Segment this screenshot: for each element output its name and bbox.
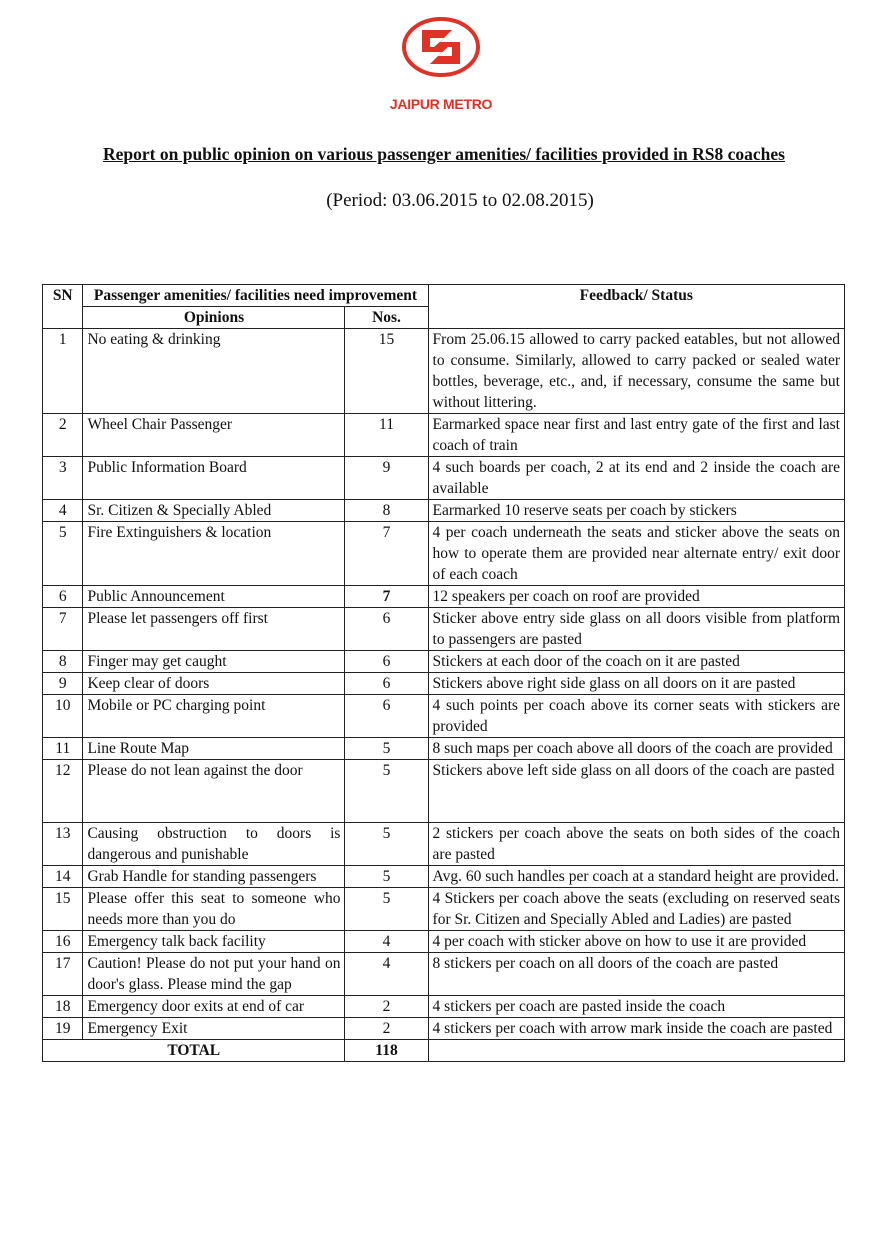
feedback-cell: 4 per coach underneath the seats and sticker above the seats on how to operate them are provided near alternate entry/ exit door of each coach bbox=[428, 522, 844, 586]
nos-cell: 7 bbox=[345, 522, 428, 586]
nos-cell: 8 bbox=[345, 500, 428, 522]
sn-cell: 18 bbox=[43, 996, 83, 1018]
opinion-cell: Line Route Map bbox=[83, 738, 345, 760]
opinion-cell: Mobile or PC charging point bbox=[83, 695, 345, 738]
feedback-cell: Earmarked space near first and last entry gate of the first and last coach of train bbox=[428, 414, 844, 457]
report-title: Report on public opinion on various passenger amenities/ facilities provided in RS8 coaches bbox=[103, 144, 785, 164]
feedback-cell: From 25.06.15 allowed to carry packed eatables, but not allowed to consume. Similarly, allowed to carry packed or sealed water bottles, beverage, etc., and, if necessary, consume the same but without littering. bbox=[428, 329, 844, 414]
amenities-table bbox=[42, 284, 845, 1062]
logo-text: JAIPUR METRO bbox=[389, 96, 493, 112]
table-row bbox=[43, 457, 845, 500]
sn-cell: 13 bbox=[43, 823, 83, 866]
sn-cell: 12 bbox=[43, 760, 83, 823]
sn-cell: 7 bbox=[43, 608, 83, 651]
opinion-cell: Wheel Chair Passenger bbox=[83, 414, 345, 457]
opinion-cell: Please offer this seat to someone who needs more than you do bbox=[83, 888, 345, 931]
nos-cell: 11 bbox=[345, 414, 428, 457]
table-row bbox=[43, 823, 845, 866]
header-sn: SN bbox=[43, 285, 83, 329]
total-feedback-empty bbox=[428, 1040, 844, 1062]
nos-cell: 6 bbox=[345, 695, 428, 738]
nos-cell: 4 bbox=[345, 931, 428, 953]
sn-cell: 19 bbox=[43, 1018, 83, 1040]
table-row bbox=[43, 866, 845, 888]
nos-cell: 2 bbox=[345, 996, 428, 1018]
feedback-cell: 4 stickers per coach are pasted inside the coach bbox=[428, 996, 844, 1018]
opinion-cell: Emergency door exits at end of car bbox=[83, 996, 345, 1018]
feedback-cell: 4 Stickers per coach above the seats (excluding on reserved seats for Sr. Citizen and Specially Abled and Ladies) are pasted bbox=[428, 888, 844, 931]
header-opinions: Opinions bbox=[83, 307, 345, 329]
feedback-cell: Stickers at each door of the coach on it are pasted bbox=[428, 651, 844, 673]
report-period: (Period: 03.06.2015 to 02.08.2015) bbox=[326, 190, 594, 211]
table-row bbox=[43, 586, 845, 608]
feedback-cell: Avg. 60 such handles per coach at a standard height are provided. bbox=[428, 866, 844, 888]
opinion-cell: Sr. Citizen & Specially Abled bbox=[83, 500, 345, 522]
table-row bbox=[43, 695, 845, 738]
sn-cell: 8 bbox=[43, 651, 83, 673]
nos-cell: 5 bbox=[345, 823, 428, 866]
sn-cell: 14 bbox=[43, 866, 83, 888]
nos-cell: 5 bbox=[345, 738, 428, 760]
feedback-cell: 8 stickers per coach on all doors of the coach are pasted bbox=[428, 953, 844, 996]
table-row bbox=[43, 888, 845, 931]
opinion-cell: Please do not lean against the door bbox=[83, 760, 345, 823]
table-row bbox=[43, 414, 845, 457]
opinion-cell: Please let passengers off first bbox=[83, 608, 345, 651]
table-row bbox=[43, 996, 845, 1018]
feedback-cell: Sticker above entry side glass on all doors visible from platform to passengers are pasted bbox=[428, 608, 844, 651]
opinion-cell: Keep clear of doors bbox=[83, 673, 345, 695]
feedback-cell: 8 such maps per coach above all doors of the coach are provided bbox=[428, 738, 844, 760]
sn-cell: 4 bbox=[43, 500, 83, 522]
nos-cell: 5 bbox=[345, 888, 428, 931]
opinion-cell: Fire Extinguishers & location bbox=[83, 522, 345, 586]
feedback-cell: 12 speakers per coach on roof are provided bbox=[428, 586, 844, 608]
table-row bbox=[43, 329, 845, 414]
header-nos: Nos. bbox=[345, 307, 428, 329]
feedback-cell: Stickers above left side glass on all doors of the coach are pasted bbox=[428, 760, 844, 823]
opinion-cell: No eating & drinking bbox=[83, 329, 345, 414]
opinion-cell: Emergency talk back facility bbox=[83, 931, 345, 953]
sn-cell: 16 bbox=[43, 931, 83, 953]
nos-cell: 4 bbox=[345, 953, 428, 996]
total-nos: 118 bbox=[345, 1040, 428, 1062]
feedback-cell: Earmarked 10 reserve seats per coach by stickers bbox=[428, 500, 844, 522]
sn-cell: 15 bbox=[43, 888, 83, 931]
nos-cell: 2 bbox=[345, 1018, 428, 1040]
table-row bbox=[43, 738, 845, 760]
opinion-cell: Caution! Please do not put your hand on door's glass. Please mind the gap bbox=[83, 953, 345, 996]
sn-cell: 9 bbox=[43, 673, 83, 695]
total-row bbox=[43, 1040, 845, 1062]
opinion-cell: Causing obstruction to doors is dangerous and punishable bbox=[83, 823, 345, 866]
nos-cell: 15 bbox=[345, 329, 428, 414]
nos-cell: 6 bbox=[345, 608, 428, 651]
sn-cell: 2 bbox=[43, 414, 83, 457]
table-row bbox=[43, 608, 845, 651]
sn-cell: 11 bbox=[43, 738, 83, 760]
sn-cell: 1 bbox=[43, 329, 83, 414]
table-row bbox=[43, 760, 845, 823]
nos-cell: 9 bbox=[345, 457, 428, 500]
feedback-cell: 4 stickers per coach with arrow mark inside the coach are pasted bbox=[428, 1018, 844, 1040]
nos-cell: 6 bbox=[345, 673, 428, 695]
sn-cell: 6 bbox=[43, 586, 83, 608]
opinion-cell: Public Information Board bbox=[83, 457, 345, 500]
nos-cell: 5 bbox=[345, 760, 428, 823]
feedback-cell: 4 such points per coach above its corner seats with stickers are provided bbox=[428, 695, 844, 738]
sn-cell: 10 bbox=[43, 695, 83, 738]
opinion-cell: Public Announcement bbox=[83, 586, 345, 608]
opinion-cell: Finger may get caught bbox=[83, 651, 345, 673]
table-row bbox=[43, 500, 845, 522]
total-label: TOTAL bbox=[43, 1040, 345, 1062]
nos-cell: 5 bbox=[345, 866, 428, 888]
feedback-cell: Stickers above right side glass on all doors on it are pasted bbox=[428, 673, 844, 695]
table-row bbox=[43, 931, 845, 953]
header-group: Passenger amenities/ facilities need improvement bbox=[83, 285, 428, 307]
opinion-cell: Emergency Exit bbox=[83, 1018, 345, 1040]
sn-cell: 17 bbox=[43, 953, 83, 996]
nos-cell: 7 bbox=[345, 586, 428, 608]
table-row bbox=[43, 673, 845, 695]
jaipur-metro-logo-icon bbox=[400, 16, 482, 78]
feedback-cell: 4 per coach with sticker above on how to use it are provided bbox=[428, 931, 844, 953]
sn-cell: 5 bbox=[43, 522, 83, 586]
table-body bbox=[43, 329, 845, 1062]
feedback-cell: 2 stickers per coach above the seats on both sides of the coach are pasted bbox=[428, 823, 844, 866]
nos-cell: 6 bbox=[345, 651, 428, 673]
table-row bbox=[43, 651, 845, 673]
header-feedback: Feedback/ Status bbox=[428, 285, 844, 329]
table-row bbox=[43, 953, 845, 996]
sn-cell: 3 bbox=[43, 457, 83, 500]
opinion-cell: Grab Handle for standing passengers bbox=[83, 866, 345, 888]
table-row bbox=[43, 522, 845, 586]
feedback-cell: 4 such boards per coach, 2 at its end and 2 inside the coach are available bbox=[428, 457, 844, 500]
table-row bbox=[43, 1018, 845, 1040]
